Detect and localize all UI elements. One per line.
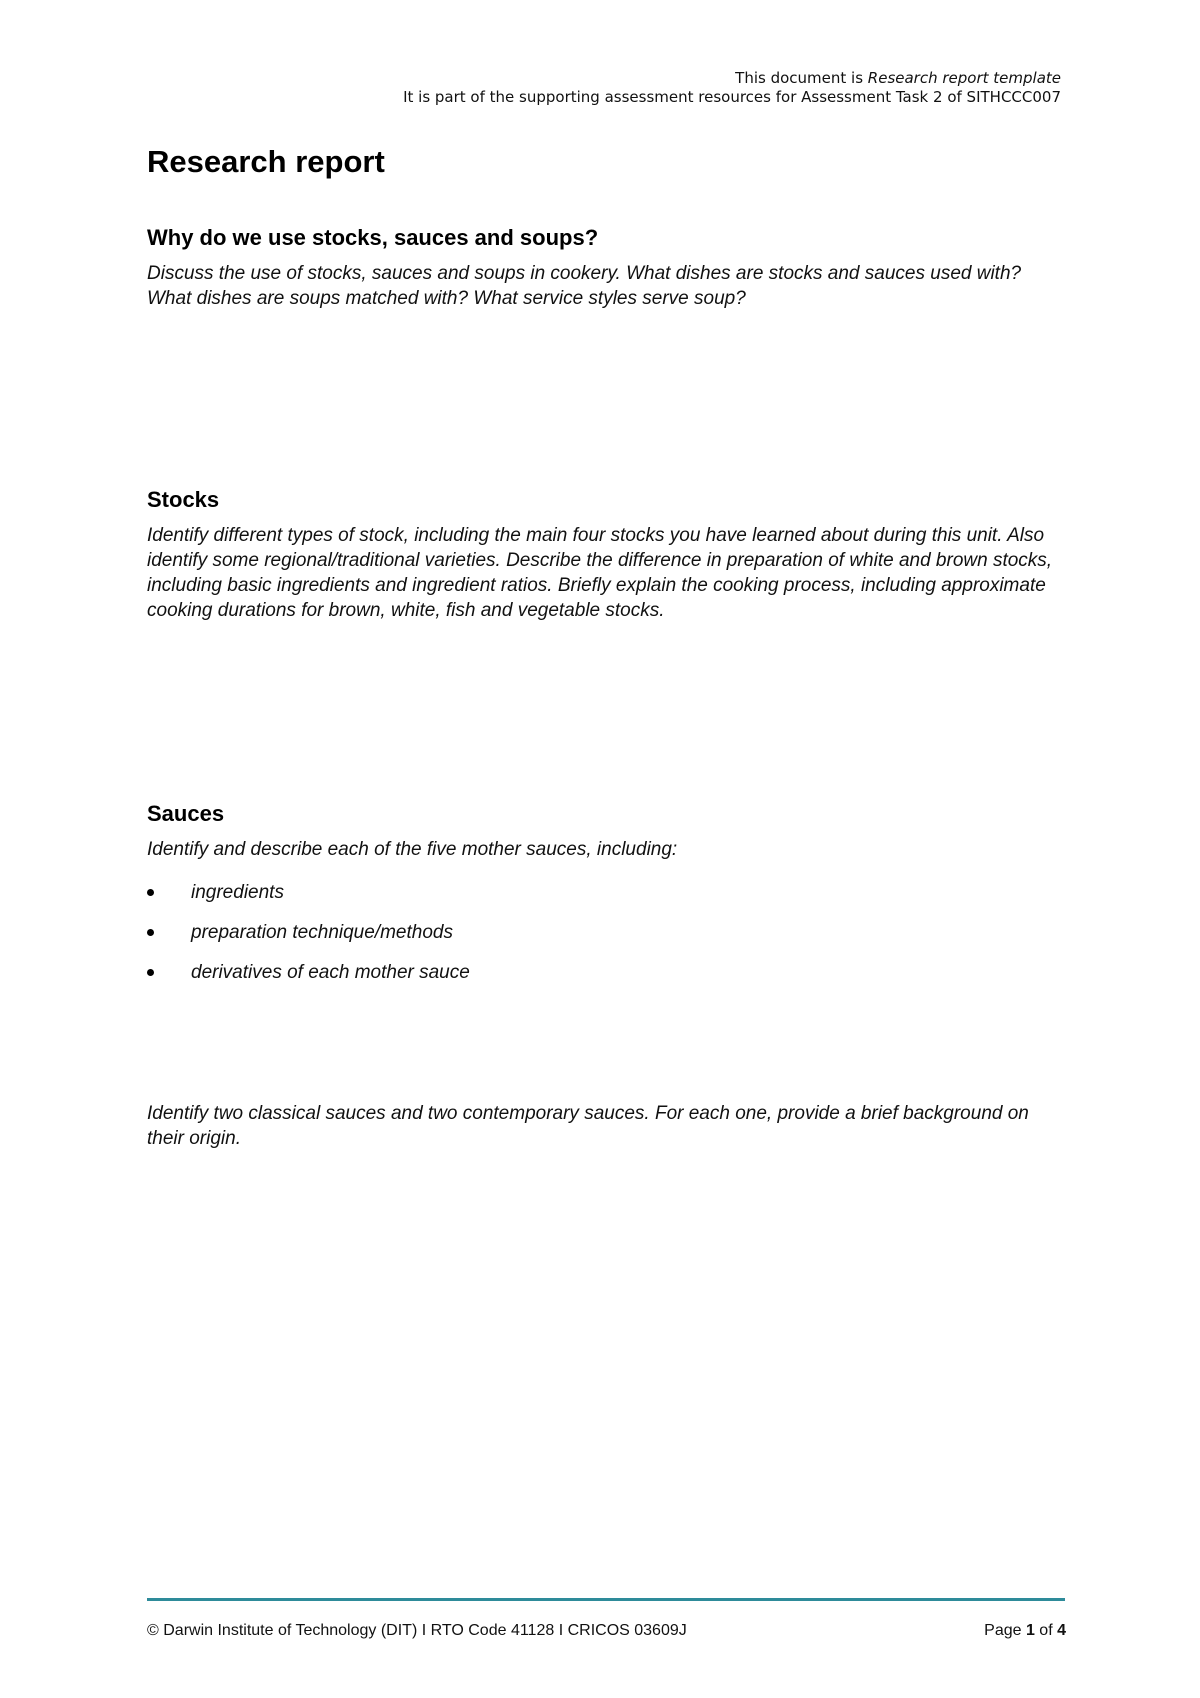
sauces-bullet-list	[147, 880, 1067, 1000]
section-description-why: Discuss the use of stocks, sauces and soups in cookery. What dishes are stocks and sauces used with? What dishes are soups matched with? What service styles serve soup?	[147, 263, 1022, 309]
title-block	[147, 142, 1067, 182]
bullet-icon	[147, 929, 154, 936]
section-heading-why: Why do we use stocks, sauces and soups?	[147, 225, 599, 250]
document-header	[403, 69, 1061, 107]
bullet-text: derivatives of each mother sauce	[191, 962, 470, 983]
page-total: 4	[1057, 1622, 1066, 1639]
list-item	[147, 960, 1067, 1000]
bullet-text: preparation technique/methods	[191, 922, 453, 943]
header-prefix: This document is	[735, 69, 868, 87]
page-current: 1	[1025, 1622, 1035, 1639]
sauces-followup-description: Identify two classical sauces and two contemporary sauces. For each one, provide a brief background on their origin.	[147, 1103, 1029, 1149]
bullet-text: ingredients	[191, 882, 284, 903]
header-line-2: It is part of the supporting assessment resources for Assessment Task 2 of SITHCCC007	[403, 88, 1061, 106]
header-line-1	[403, 69, 1061, 88]
section-heading-sauces: Sauces	[147, 801, 225, 826]
bullet-icon	[147, 889, 154, 896]
page-of-label: of	[1034, 1622, 1058, 1639]
sauces-followup-block	[147, 1101, 1067, 1151]
section-description-stocks: Identify different types of stock, including the main four stocks you have learned about during this unit. Also identify some regional/traditional varieties. Describe the difference in preparation of white and brown stocks, including basic ingredients and ingredient ratios. Briefly explain the cooking process, including approximate cooking durations for brown, white, fish and vegetable stocks.	[147, 525, 1053, 621]
section-description-sauces: Identify and describe each of the five mother sauces, including:	[147, 839, 678, 860]
footer-divider	[147, 1598, 1065, 1601]
section-heading-stocks: Stocks	[147, 487, 220, 512]
section-stocks	[147, 486, 1067, 623]
page-label: Page	[984, 1622, 1026, 1639]
list-item	[147, 920, 1067, 960]
footer-copyright: © Darwin Institute of Technology (DIT) I RTO Code 41128 I CRICOS 03609J	[147, 1622, 687, 1639]
page-title: Research report	[147, 144, 385, 179]
section-sauces	[147, 800, 1067, 1000]
section-why	[147, 224, 1067, 311]
header-document-title: Research report template	[867, 69, 1061, 87]
bullet-icon	[147, 969, 154, 976]
list-item	[147, 880, 1067, 920]
page-number	[984, 1622, 1066, 1640]
